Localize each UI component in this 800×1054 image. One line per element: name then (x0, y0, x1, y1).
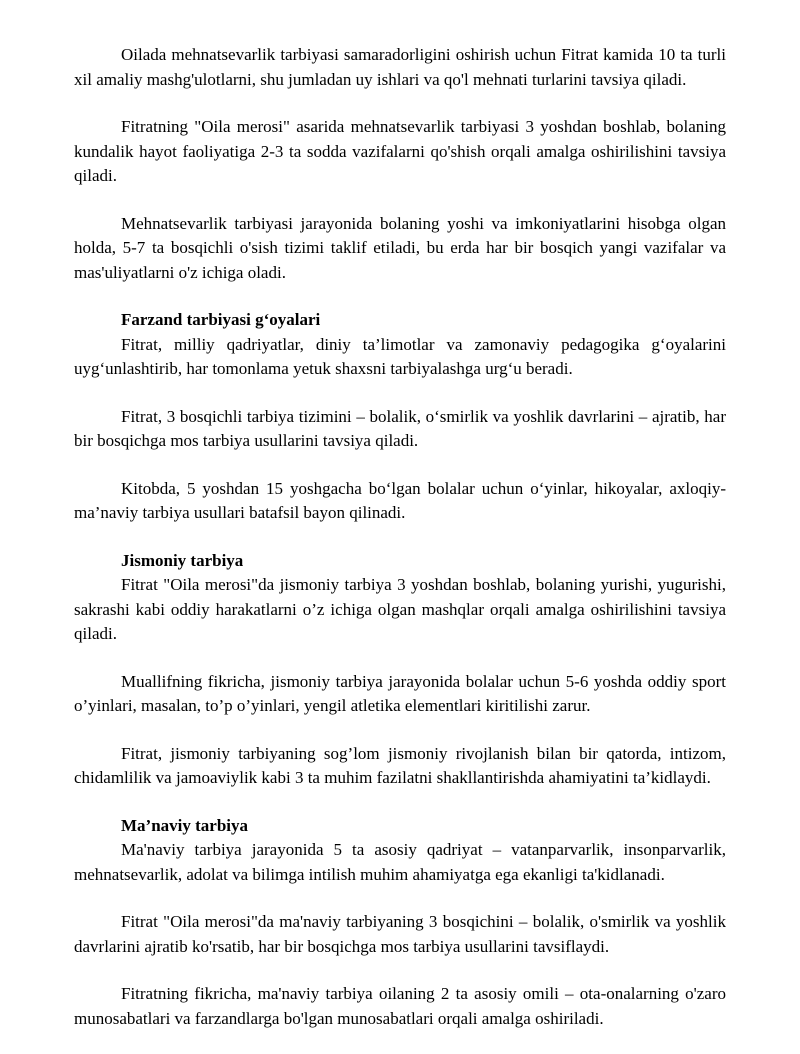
section-farzand-tarbiyasi (74, 308, 726, 526)
paragraph: Mehnatsevarlik tarbiyasi jarayonida bolaning yoshi va imkoniyatlarini hisobga olgan holda, 5-7 ta bosqichli o'sish tizimi taklif etiladi, bu erda har bir bosqich yangi vazifalar va mas'uliyatlarni o'z ichiga oladi. (74, 213, 726, 282)
intro-section (74, 43, 726, 285)
paragraph: Fitrat "Oila merosi"da ma'naviy tarbiyaning 3 bosqichini – bolalik, o'smirlik va yoshlik davrlarini ajratib ko'rsatib, har bir bosqichga mos tarbiya usullarini tavsiflaydi. (74, 912, 726, 956)
paragraph: Fitrat, 3 bosqichli tarbiya tizimini – bolalik, o‘smirlik va yoshlik davrlarini – ajratib, har bir bosqichga mos tarbiya usullarini tavsiya qiladi. (74, 406, 726, 450)
paragraph: Fitrat "Oila merosi"da jismoniy tarbiya 3 yoshdan boshlab, bolaning yurishi, yugurishi, sakrashi kabi oddiy harakatlarni o’z ichiga olgan mashqlar orqali amalga oshirilishini tavsiya qiladi. (74, 575, 726, 643)
paragraph: Oilada mehnatsevarlik tarbiyasi samaradorligini oshirish uchun Fitrat kamida 10 ta turli xil amaliy mashg'ulotlarni, shu jumladan uy ishlari va qo'l mehnati turlarini tavsiya qiladi. (74, 45, 726, 89)
section-heading: Farzand tarbiyasi g‘oyalari (121, 310, 321, 329)
document-page (74, 43, 726, 1054)
paragraph: Fitrat, jismoniy tarbiyaning sog’lom jismoniy rivojlanish bilan bir qatorda, intizom, chidamlilik va jamoaviylik kabi 3 ta muhim fazilatni shakllantirishda ahamiyatini ta’kidlaydi. (74, 743, 726, 787)
paragraph: Kitobda, 5 yoshdan 15 yoshgacha bo‘lgan bolalar uchun o‘yinlar, hikoyalar, axloqiy-ma’naviy tarbiya usullari batafsil bayon qilinadi. (74, 478, 726, 522)
section-heading: Jismoniy tarbiya (121, 550, 244, 570)
paragraph: Ma'naviy tarbiya jarayonida 5 ta asosiy qadriyat – vatanparvarlik, insonparvarlik, mehnatsevarlik, adolat va bilimga intilish muhim ahamiyatga ega ekanligi ta'kidlanadi. (74, 840, 726, 884)
paragraph: Fitratning "Oila merosi" asarida mehnatsevarlik tarbiyasi 3 yoshdan boshlab, bolaning kundalik hayot faoliyatiga 2-3 ta sodda vazifalarni qo'shish orqali amalga oshirilishini tavsiya qiladi. (74, 117, 726, 185)
paragraph: Fitrat, milliy qadriyatlar, diniy ta’limotlar va zamonaviy pedagogika g‘oyalarini uyg‘unlashtirib, har tomonlama yetuk shaxsni tarbiyalashga urg‘u beradi. (74, 334, 726, 378)
paragraph: Muallifning fikricha, jismoniy tarbiya jarayonida bolalar uchun 5-6 yoshda oddiy sport o’yinlari, masalan, to’p o’yinlari, yengil atletika elementlari kiritilishi zarur. (74, 671, 726, 715)
section-jismoniy-tarbiya (74, 549, 726, 791)
paragraph: Fitratning fikricha, ma'naviy tarbiya oilaning 2 ta asosiy omili – ota-onalarning o'zaro munosabatlari va farzandlarga bo'lgan munosabatlari orqali amalga oshiriladi. (74, 984, 726, 1028)
section-manaviy-tarbiya (74, 814, 726, 1032)
section-heading: Ma’naviy tarbiya (121, 815, 249, 835)
